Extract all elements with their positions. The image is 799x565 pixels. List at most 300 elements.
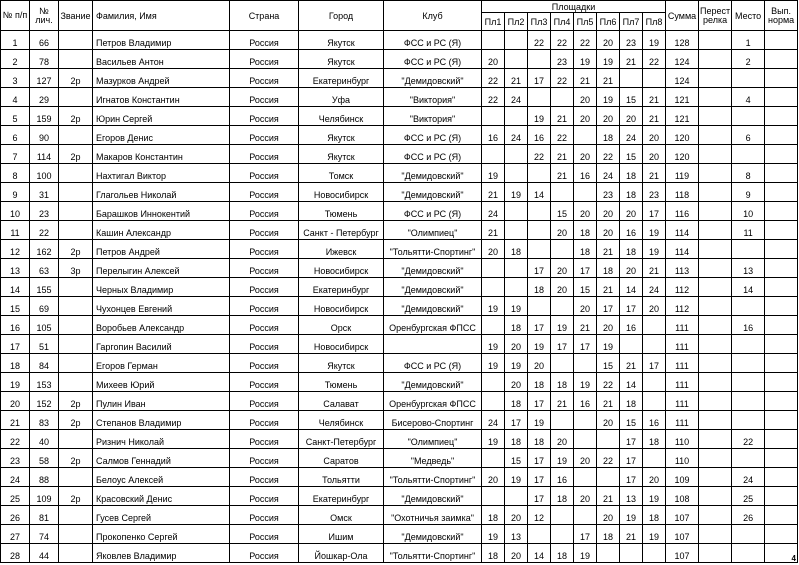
cell-club: "Медведь": [384, 449, 482, 468]
cell-lic: 84: [30, 354, 59, 373]
cell-zone-3: 18: [528, 278, 551, 297]
cell-zone-4: 18: [551, 487, 574, 506]
cell-zone-7: 18: [620, 392, 643, 411]
cell-zone-8: 17: [643, 202, 666, 221]
cell-rank: 2р: [59, 449, 93, 468]
cell-sum: 113: [666, 259, 699, 278]
cell-norm: [765, 354, 798, 373]
cell-sum: 109: [666, 468, 699, 487]
cell-name: Перелыгин Алексей: [93, 259, 230, 278]
cell-place: 24: [732, 468, 765, 487]
cell-name: Гаргопин Василий: [93, 335, 230, 354]
cell-shootoff: [699, 107, 732, 126]
cell-num: 5: [1, 107, 30, 126]
cell-rank: [59, 354, 93, 373]
cell-sum: 112: [666, 278, 699, 297]
cell-zone-3: 17: [528, 316, 551, 335]
cell-city: Якутск: [299, 31, 384, 50]
cell-zone-1: 21: [482, 183, 505, 202]
cell-sum: 128: [666, 31, 699, 50]
cell-zone-6: 18: [597, 259, 620, 278]
cell-norm: [765, 259, 798, 278]
cell-zone-3: 22: [528, 145, 551, 164]
cell-zone-7: 17: [620, 430, 643, 449]
cell-sum: 107: [666, 525, 699, 544]
cell-country: Россия: [230, 31, 299, 50]
cell-zone-6: [597, 430, 620, 449]
cell-name: Белоус Алексей: [93, 468, 230, 487]
cell-lic: 69: [30, 297, 59, 316]
cell-club: ФСС и РС (Я): [384, 126, 482, 145]
cell-country: Россия: [230, 164, 299, 183]
table-row: [1, 240, 798, 259]
table-row: [1, 107, 798, 126]
cell-shootoff: [699, 373, 732, 392]
cell-place: 22: [732, 430, 765, 449]
cell-zone-7: 20: [620, 107, 643, 126]
cell-sum: 114: [666, 221, 699, 240]
cell-norm: [765, 335, 798, 354]
cell-shootoff: [699, 392, 732, 411]
cell-num: 9: [1, 183, 30, 202]
cell-zone-5: [574, 506, 597, 525]
cell-city: Орск: [299, 316, 384, 335]
cell-rank: 2р: [59, 145, 93, 164]
cell-zone-1: 16: [482, 126, 505, 145]
cell-sum: 124: [666, 50, 699, 69]
cell-zone-4: 21: [551, 145, 574, 164]
cell-name: Макаров Константин: [93, 145, 230, 164]
cell-name: Михеев Юрий: [93, 373, 230, 392]
cell-sum: 111: [666, 335, 699, 354]
cell-club: "Охотничья заимка": [384, 506, 482, 525]
cell-club: "Демидовский": [384, 164, 482, 183]
cell-zone-7: 18: [620, 240, 643, 259]
cell-city: Тюмень: [299, 202, 384, 221]
cell-club: "Демидовский": [384, 297, 482, 316]
cell-club: ФСС и РС (Я): [384, 31, 482, 50]
cell-num: 2: [1, 50, 30, 69]
header-zone-8: Пл8: [643, 13, 666, 31]
cell-rank: [59, 202, 93, 221]
cell-zone-3: 18: [528, 430, 551, 449]
cell-club: ФСС и РС (Я): [384, 202, 482, 221]
cell-zone-5: 16: [574, 392, 597, 411]
cell-zone-6: 22: [597, 373, 620, 392]
cell-shootoff: [699, 430, 732, 449]
cell-zone-1: 20: [482, 240, 505, 259]
cell-zone-1: 20: [482, 50, 505, 69]
header-zone-4: Пл4: [551, 13, 574, 31]
cell-zone-2: [505, 145, 528, 164]
cell-zone-6: 20: [597, 411, 620, 430]
cell-zone-7: 21: [620, 354, 643, 373]
cell-zone-5: 20: [574, 487, 597, 506]
cell-zone-7: 24: [620, 126, 643, 145]
cell-zone-8: 20: [643, 297, 666, 316]
cell-zone-4: 17: [551, 335, 574, 354]
cell-lic: 74: [30, 525, 59, 544]
cell-club: "Тольятти-Спортинг": [384, 544, 482, 563]
cell-club: "Виктория": [384, 107, 482, 126]
header-zone-3: Пл3: [528, 13, 551, 31]
cell-name: Мазурков Андрей: [93, 69, 230, 88]
cell-rank: [59, 316, 93, 335]
cell-norm: [765, 506, 798, 525]
cell-zone-2: [505, 50, 528, 69]
cell-zone-2: [505, 278, 528, 297]
cell-zone-1: [482, 107, 505, 126]
cell-zone-8: 18: [643, 506, 666, 525]
cell-place: 25: [732, 487, 765, 506]
cell-lic: 152: [30, 392, 59, 411]
cell-zone-7: 20: [620, 259, 643, 278]
cell-zone-4: 20: [551, 278, 574, 297]
cell-zone-2: [505, 221, 528, 240]
cell-lic: 153: [30, 373, 59, 392]
cell-zone-3: 17: [528, 449, 551, 468]
cell-shootoff: [699, 297, 732, 316]
cell-zone-4: 19: [551, 316, 574, 335]
cell-zone-2: [505, 487, 528, 506]
cell-city: Санкт-Петербург: [299, 430, 384, 449]
cell-shootoff: [699, 50, 732, 69]
cell-zone-8: 19: [643, 525, 666, 544]
cell-city: Челябинск: [299, 411, 384, 430]
cell-lic: 105: [30, 316, 59, 335]
cell-lic: 23: [30, 202, 59, 221]
table-row: [1, 506, 798, 525]
cell-zone-7: 15: [620, 88, 643, 107]
cell-club: "Тольятти-Спортинг": [384, 468, 482, 487]
cell-zone-7: 21: [620, 50, 643, 69]
cell-zone-7: 15: [620, 145, 643, 164]
cell-rank: [59, 373, 93, 392]
cell-zone-5: 19: [574, 50, 597, 69]
cell-zone-3: 22: [528, 31, 551, 50]
table-row: [1, 126, 798, 145]
cell-city: Томск: [299, 164, 384, 183]
cell-zone-7: 14: [620, 278, 643, 297]
cell-zone-8: 20: [643, 468, 666, 487]
cell-lic: 51: [30, 335, 59, 354]
cell-zone-7: [620, 69, 643, 88]
cell-country: Россия: [230, 449, 299, 468]
cell-num: 17: [1, 335, 30, 354]
header-zone-6: Пл6: [597, 13, 620, 31]
cell-name: Пулин Иван: [93, 392, 230, 411]
cell-name: Васильев Антон: [93, 50, 230, 69]
cell-name: Барашков Иннокентий: [93, 202, 230, 221]
cell-norm: [765, 411, 798, 430]
cell-sum: 107: [666, 544, 699, 563]
cell-zone-3: 17: [528, 69, 551, 88]
cell-name: Игнатов Константин: [93, 88, 230, 107]
table-row: [1, 449, 798, 468]
cell-num: 22: [1, 430, 30, 449]
cell-zone-8: [643, 335, 666, 354]
table-row: [1, 335, 798, 354]
cell-country: Россия: [230, 69, 299, 88]
cell-zone-7: 20: [620, 202, 643, 221]
cell-zone-4: 16: [551, 468, 574, 487]
cell-shootoff: [699, 259, 732, 278]
cell-zone-1: [482, 145, 505, 164]
cell-zone-1: [482, 449, 505, 468]
cell-country: Россия: [230, 487, 299, 506]
cell-zone-8: 23: [643, 183, 666, 202]
cell-sum: 114: [666, 240, 699, 259]
cell-norm: [765, 221, 798, 240]
cell-shootoff: [699, 183, 732, 202]
cell-shootoff: [699, 449, 732, 468]
cell-name: Черных Владимир: [93, 278, 230, 297]
cell-country: Россия: [230, 221, 299, 240]
cell-zone-2: 13: [505, 525, 528, 544]
cell-zone-8: [643, 544, 666, 563]
cell-club: "Олимпиец": [384, 221, 482, 240]
header-rank: Звание: [59, 1, 93, 31]
cell-norm: [765, 240, 798, 259]
cell-zone-8: [643, 373, 666, 392]
cell-zone-8: 19: [643, 487, 666, 506]
cell-zone-6: 15: [597, 354, 620, 373]
cell-zone-7: 14: [620, 373, 643, 392]
cell-city: Екатеринбург: [299, 278, 384, 297]
cell-club: ФСС и РС (Я): [384, 145, 482, 164]
cell-zone-2: 17: [505, 411, 528, 430]
cell-zone-1: 18: [482, 506, 505, 525]
cell-norm: [765, 88, 798, 107]
cell-place: 10: [732, 202, 765, 221]
cell-zone-8: 19: [643, 240, 666, 259]
cell-zone-5: 20: [574, 88, 597, 107]
table-row: [1, 278, 798, 297]
cell-name: Юрин Сергей: [93, 107, 230, 126]
cell-country: Россия: [230, 183, 299, 202]
cell-num: 28: [1, 544, 30, 563]
cell-zone-2: 19: [505, 354, 528, 373]
cell-zone-7: 19: [620, 506, 643, 525]
header-lic: № лич.: [30, 1, 59, 31]
cell-country: Россия: [230, 506, 299, 525]
cell-shootoff: [699, 145, 732, 164]
cell-zone-6: 21: [597, 278, 620, 297]
cell-num: 18: [1, 354, 30, 373]
cell-name: Чухонцев Евгений: [93, 297, 230, 316]
cell-num: 15: [1, 297, 30, 316]
cell-zone-2: 19: [505, 468, 528, 487]
cell-zone-4: 18: [551, 373, 574, 392]
cell-zone-6: 19: [597, 335, 620, 354]
cell-zone-4: 20: [551, 221, 574, 240]
table-row: [1, 373, 798, 392]
table-row: [1, 259, 798, 278]
cell-country: Россия: [230, 202, 299, 221]
cell-sum: 110: [666, 449, 699, 468]
cell-zone-4: 21: [551, 107, 574, 126]
cell-place: 8: [732, 164, 765, 183]
cell-zone-4: 23: [551, 50, 574, 69]
cell-place: [732, 525, 765, 544]
cell-name: Егоров Денис: [93, 126, 230, 145]
cell-zone-5: 21: [574, 69, 597, 88]
cell-rank: [59, 468, 93, 487]
table-row: [1, 316, 798, 335]
cell-country: Россия: [230, 430, 299, 449]
cell-num: 7: [1, 145, 30, 164]
cell-zone-8: 22: [643, 50, 666, 69]
cell-zone-7: 23: [620, 31, 643, 50]
cell-zone-4: [551, 354, 574, 373]
cell-place: [732, 411, 765, 430]
cell-zone-6: 24: [597, 164, 620, 183]
cell-norm: [765, 278, 798, 297]
cell-zone-4: [551, 183, 574, 202]
cell-sum: 120: [666, 126, 699, 145]
cell-place: [732, 544, 765, 563]
cell-city: Якутск: [299, 126, 384, 145]
cell-norm: [765, 145, 798, 164]
cell-norm: [765, 107, 798, 126]
table-row: [1, 544, 798, 563]
cell-num: 1: [1, 31, 30, 50]
cell-zone-4: 18: [551, 544, 574, 563]
cell-norm: [765, 164, 798, 183]
cell-zone-7: 17: [620, 449, 643, 468]
cell-zone-6: [597, 468, 620, 487]
cell-shootoff: [699, 202, 732, 221]
cell-zone-4: [551, 88, 574, 107]
cell-zone-8: [643, 316, 666, 335]
cell-rank: 2р: [59, 487, 93, 506]
cell-zone-6: 21: [597, 487, 620, 506]
cell-lic: 83: [30, 411, 59, 430]
cell-lic: 114: [30, 145, 59, 164]
cell-country: Россия: [230, 468, 299, 487]
cell-rank: [59, 506, 93, 525]
cell-lic: 31: [30, 183, 59, 202]
cell-sum: 108: [666, 487, 699, 506]
cell-zone-5: [574, 183, 597, 202]
cell-name: Петров Андрей: [93, 240, 230, 259]
cell-zone-8: 21: [643, 164, 666, 183]
cell-zone-3: [528, 240, 551, 259]
cell-zone-2: 19: [505, 183, 528, 202]
cell-zone-2: 15: [505, 449, 528, 468]
cell-place: 14: [732, 278, 765, 297]
cell-sum: 118: [666, 183, 699, 202]
cell-num: 14: [1, 278, 30, 297]
cell-zone-2: 21: [505, 69, 528, 88]
cell-zone-4: 21: [551, 392, 574, 411]
table-row: [1, 69, 798, 88]
cell-zone-1: 19: [482, 297, 505, 316]
cell-place: [732, 69, 765, 88]
header-norm: Вып. норма: [765, 1, 798, 31]
cell-country: Россия: [230, 411, 299, 430]
cell-place: [732, 449, 765, 468]
cell-place: [732, 297, 765, 316]
cell-country: Россия: [230, 392, 299, 411]
cell-rank: 2р: [59, 392, 93, 411]
table-row: [1, 430, 798, 449]
cell-club: "Демидовский": [384, 525, 482, 544]
cell-zone-6: 20: [597, 107, 620, 126]
cell-zone-2: [505, 107, 528, 126]
cell-place: 26: [732, 506, 765, 525]
cell-zone-8: 18: [643, 430, 666, 449]
header-num: № п/п: [1, 1, 30, 31]
cell-zone-2: 20: [505, 544, 528, 563]
cell-zone-2: 18: [505, 240, 528, 259]
cell-num: 11: [1, 221, 30, 240]
cell-num: 24: [1, 468, 30, 487]
cell-lic: 155: [30, 278, 59, 297]
cell-place: [732, 107, 765, 126]
header-zone-1: Пл1: [482, 13, 505, 31]
cell-zone-3: [528, 50, 551, 69]
cell-club: "Демидовский": [384, 373, 482, 392]
cell-norm: [765, 373, 798, 392]
cell-zone-6: 20: [597, 316, 620, 335]
cell-lic: 66: [30, 31, 59, 50]
cell-zone-8: 19: [643, 31, 666, 50]
results-body: [1, 31, 798, 563]
cell-norm: [765, 468, 798, 487]
table-row: [1, 31, 798, 50]
cell-name: Егоров Герман: [93, 354, 230, 373]
cell-city: Йошкар-Ола: [299, 544, 384, 563]
cell-zone-6: 22: [597, 449, 620, 468]
cell-num: 13: [1, 259, 30, 278]
cell-zone-3: [528, 297, 551, 316]
cell-city: Челябинск: [299, 107, 384, 126]
cell-city: Тольятти: [299, 468, 384, 487]
cell-city: Екатеринбург: [299, 487, 384, 506]
cell-shootoff: [699, 126, 732, 145]
cell-zone-1: [482, 316, 505, 335]
table-row: [1, 221, 798, 240]
cell-zone-5: 17: [574, 335, 597, 354]
cell-zone-4: [551, 506, 574, 525]
table-row: [1, 202, 798, 221]
header-zone-2: Пл2: [505, 13, 528, 31]
cell-country: Россия: [230, 335, 299, 354]
cell-zone-3: 17: [528, 392, 551, 411]
cell-zone-8: 24: [643, 278, 666, 297]
cell-club: "Тольятти-Спортинг": [384, 240, 482, 259]
cell-city: Екатеринбург: [299, 69, 384, 88]
cell-zone-4: 22: [551, 69, 574, 88]
cell-zone-3: 14: [528, 544, 551, 563]
cell-num: 10: [1, 202, 30, 221]
cell-norm: [765, 50, 798, 69]
cell-zone-6: 20: [597, 506, 620, 525]
cell-zone-5: [574, 430, 597, 449]
cell-name: Глагольев Николай: [93, 183, 230, 202]
cell-zone-8: 16: [643, 411, 666, 430]
cell-country: Россия: [230, 145, 299, 164]
cell-norm: [765, 69, 798, 88]
cell-zone-2: 24: [505, 88, 528, 107]
cell-zone-4: 19: [551, 449, 574, 468]
cell-sum: 111: [666, 392, 699, 411]
cell-zone-1: 19: [482, 335, 505, 354]
cell-zone-4: 15: [551, 202, 574, 221]
cell-sum: 110: [666, 430, 699, 449]
cell-rank: [59, 297, 93, 316]
